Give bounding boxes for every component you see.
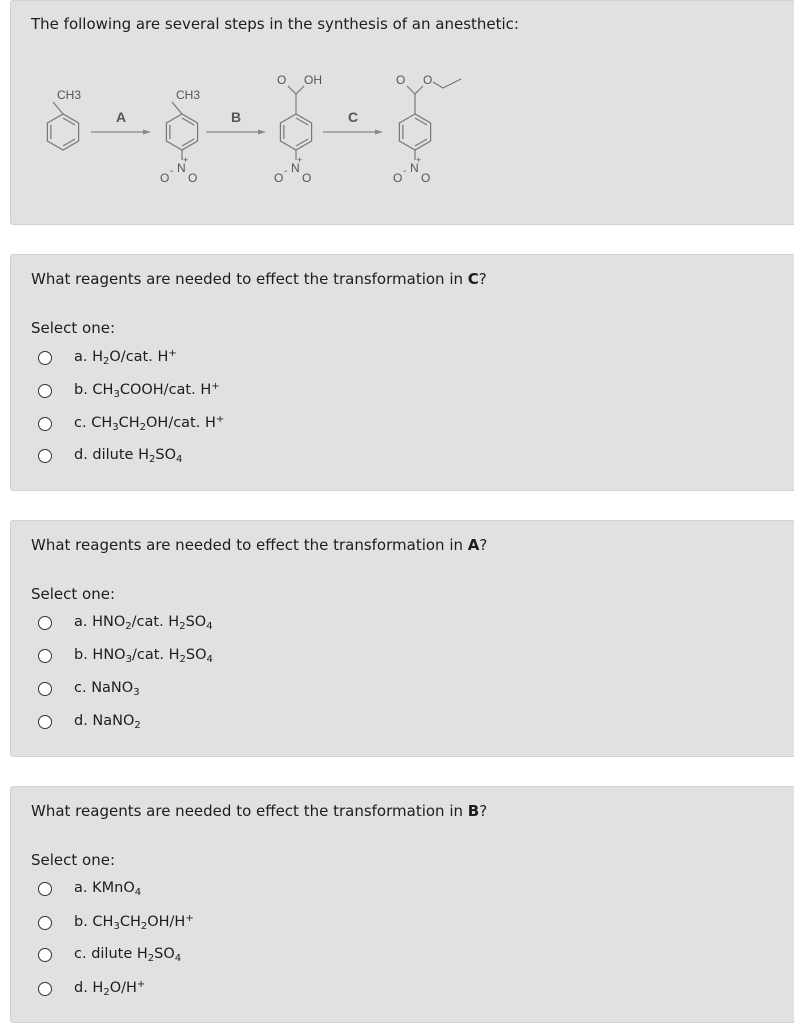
select-one-label: Select one:	[31, 585, 116, 603]
radio-button[interactable]	[38, 882, 52, 896]
ethyl-chain	[433, 79, 461, 88]
answer-option[interactable]	[31, 946, 181, 964]
double-bond	[182, 139, 194, 146]
oxygen-label: O	[421, 171, 431, 185]
c-o-double-bond	[288, 86, 296, 94]
nitrogen-label: N	[177, 161, 186, 175]
double-bond	[63, 118, 75, 125]
plus-charge: +	[183, 155, 189, 165]
answer-option[interactable]	[31, 381, 220, 400]
select-one-label: Select one:	[31, 851, 116, 869]
option-label: b. $HNO_3$/cat. $H_2SO_4$	[74, 647, 213, 665]
methyl-bond	[53, 102, 63, 114]
oxygen-label: O	[302, 171, 312, 185]
methyl-label: CH3	[57, 88, 82, 102]
double-bond	[182, 118, 194, 125]
question-text: What reagents are needed to effect the transformation in C?	[31, 270, 487, 288]
answer-option[interactable]	[31, 614, 213, 632]
radio-button[interactable]	[38, 384, 52, 398]
intro-panel	[10, 0, 794, 225]
answer-option[interactable]	[31, 913, 194, 932]
radio-button[interactable]	[38, 649, 52, 663]
answer-option[interactable]	[31, 713, 141, 731]
minus-charge: -	[284, 166, 288, 177]
radio-button[interactable]	[38, 351, 52, 365]
question-text: What reagents are needed to effect the transformation in A?	[31, 536, 488, 554]
oxygen-label: O	[274, 171, 284, 185]
oxygen-label: O	[396, 73, 406, 87]
option-label: a. $HNO_2$/cat. $H_2SO_4$	[74, 614, 213, 632]
double-bond	[296, 139, 308, 146]
minus-charge: -	[403, 166, 407, 177]
answer-option[interactable]	[31, 414, 224, 433]
arrow-head	[143, 130, 151, 135]
benzene-ring	[166, 114, 197, 150]
double-bond	[415, 139, 427, 146]
double-bond	[296, 118, 308, 125]
minus-charge: -	[170, 166, 174, 177]
c-o-single-bond	[296, 86, 304, 94]
option-label: d. $H_2O/H^+$	[74, 979, 146, 998]
benzene-ring	[47, 114, 78, 150]
option-label: b. $CH_3CH_2OH/H^+$	[74, 913, 194, 932]
step-label: A	[115, 109, 127, 125]
oxygen-label: O	[160, 171, 170, 185]
intro-text: The following are several steps in the synthesis of an anesthetic:	[31, 15, 519, 33]
arrow-head	[258, 130, 266, 135]
select-one-label: Select one:	[31, 319, 116, 337]
radio-button[interactable]	[38, 715, 52, 729]
plus-charge: +	[416, 155, 422, 165]
c-o-single-bond	[415, 86, 423, 94]
answer-option[interactable]	[31, 447, 182, 465]
oxygen-label: O	[423, 73, 433, 87]
double-bond	[63, 139, 75, 146]
step-letter: B	[467, 802, 480, 820]
nitrogen-label: N	[410, 161, 419, 175]
synthesis-scheme	[1, 1, 785, 226]
hydroxyl-label: OH	[304, 73, 322, 87]
answer-option[interactable]	[31, 979, 145, 998]
option-label: a. KMnO$_4$	[74, 880, 142, 898]
benzene-ring	[399, 114, 430, 150]
answer-option[interactable]	[31, 647, 213, 665]
nitrogen-label: N	[291, 161, 300, 175]
radio-button[interactable]	[38, 616, 52, 630]
answer-option[interactable]	[31, 348, 177, 367]
option-label: c. $CH_3CH_2OH$/cat. H+	[74, 414, 225, 433]
oxygen-label: O	[277, 73, 287, 87]
option-label: b. $CH_3COOH$/cat. H+	[74, 381, 220, 400]
question-text: What reagents are needed to effect the transformation in B?	[31, 802, 488, 820]
option-label: c. NaNO$_3$	[74, 680, 140, 698]
option-label: d. dilute $H_2SO_4$	[74, 447, 183, 465]
question-panel	[10, 786, 794, 1023]
radio-button[interactable]	[38, 417, 52, 431]
step-label: B	[230, 109, 242, 125]
methyl-bond	[172, 102, 182, 114]
answer-option[interactable]	[31, 880, 141, 898]
radio-button[interactable]	[38, 449, 52, 463]
step-letter: A	[467, 536, 480, 554]
radio-button[interactable]	[38, 948, 52, 962]
radio-button[interactable]	[38, 982, 52, 996]
option-label: a. $H_2O$/cat. H+	[74, 348, 177, 367]
plus-charge: +	[297, 155, 303, 165]
step-letter: C	[467, 270, 479, 288]
radio-button[interactable]	[38, 682, 52, 696]
question-panel	[10, 254, 794, 491]
option-label: c. dilute $H_2SO_4$	[74, 946, 182, 964]
oxygen-label: O	[188, 171, 198, 185]
methyl-label: CH3	[176, 88, 201, 102]
radio-button[interactable]	[38, 916, 52, 930]
c-o-double-bond	[407, 86, 415, 94]
answer-option[interactable]	[31, 680, 140, 698]
step-label: C	[347, 109, 359, 125]
benzene-ring	[280, 114, 311, 150]
option-label: d. NaNO$_2$	[74, 713, 141, 731]
arrow-head	[375, 130, 383, 135]
double-bond	[415, 118, 427, 125]
oxygen-label: O	[393, 171, 403, 185]
question-panel	[10, 520, 794, 757]
